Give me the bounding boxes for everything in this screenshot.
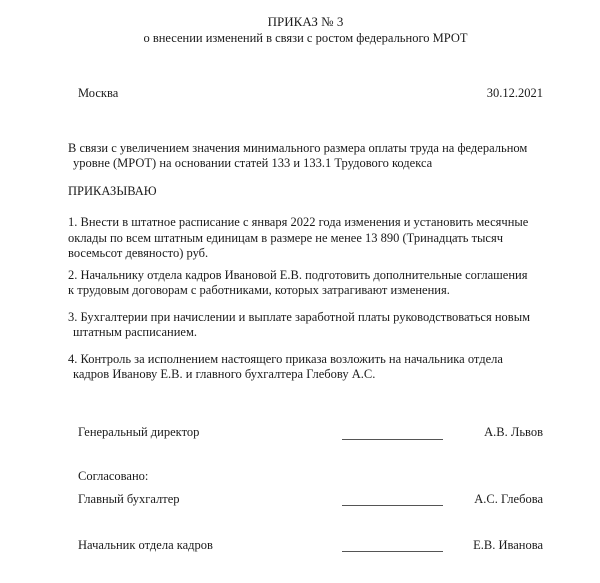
intro-paragraph (68, 141, 543, 172)
intro-line-1: В связи с увеличением значения минимального размера оплаты труда на федеральном (68, 140, 528, 155)
order-item-3-line-1: 3. Бухгалтерии при начислении и выплате заработной платы руководствоваться новым (68, 309, 530, 324)
signature-line-accountant (342, 504, 443, 506)
order-item-4-line-1: 4. Контроль за исполнением настоящего приказа возложить на начальника отдела (68, 351, 503, 366)
signature-line-hr (342, 550, 443, 552)
signature-name-director: А.В. Львов (484, 425, 543, 439)
intro-line-2: уровне (МРОТ) на основании статей 133 и 133.1 Трудового кодекса (73, 156, 433, 170)
signature-line-director (342, 438, 443, 440)
signature-row-director (68, 424, 543, 441)
order-item-1-line-2: оклады по всем штатным единицам в размере не менее 13 890 (Тринадцать тысяч (68, 230, 504, 245)
order-item-4 (68, 352, 543, 383)
place-date-row (68, 86, 543, 102)
signature-row-accountant (68, 490, 543, 507)
place-label: Москва (78, 86, 119, 100)
signature-role-hr: Начальник отдела кадров (78, 537, 213, 552)
approval-label: Согласовано: (78, 468, 149, 483)
order-item-3 (68, 310, 543, 341)
order-item-1-line-3: восемьсот девяносто) руб. (68, 246, 209, 260)
signature-role-accountant: Главный бухгалтер (78, 491, 180, 506)
order-item-1-line-1: 1. Внести в штатное расписание с января 2022 года изменения и установить месячные (68, 215, 529, 229)
signature-row-hr (68, 536, 543, 553)
order-item-2-line-2: к трудовым договорам с работниками, которых затрагивают изменения. (68, 283, 450, 297)
signature-name-accountant: А.С. Глебова (474, 491, 543, 506)
order-title: ПРИКАЗ № 3 (267, 14, 344, 29)
document-header (68, 14, 543, 46)
order-subtitle: о внесении изменений в связи с ростом федерального МРОТ (143, 31, 468, 45)
signature-name-hr: Е.В. Иванова (473, 537, 543, 552)
date-label: 30.12.2021 (486, 86, 543, 100)
order-item-1 (68, 215, 543, 262)
order-item-4-line-2: кадров Иванову Е.В. и главного бухгалтера Глебову А.С. (73, 367, 376, 381)
signature-role-director: Генеральный директор (78, 425, 200, 439)
order-keyword: ПРИКАЗЫВАЮ (68, 183, 157, 198)
order-item-3-line-2: штатным расписанием. (73, 325, 197, 339)
order-item-2 (68, 268, 543, 299)
order-item-2-line-1: 2. Начальнику отдела кадров Ивановой Е.В. подготовить дополнительные соглашения (68, 267, 528, 282)
